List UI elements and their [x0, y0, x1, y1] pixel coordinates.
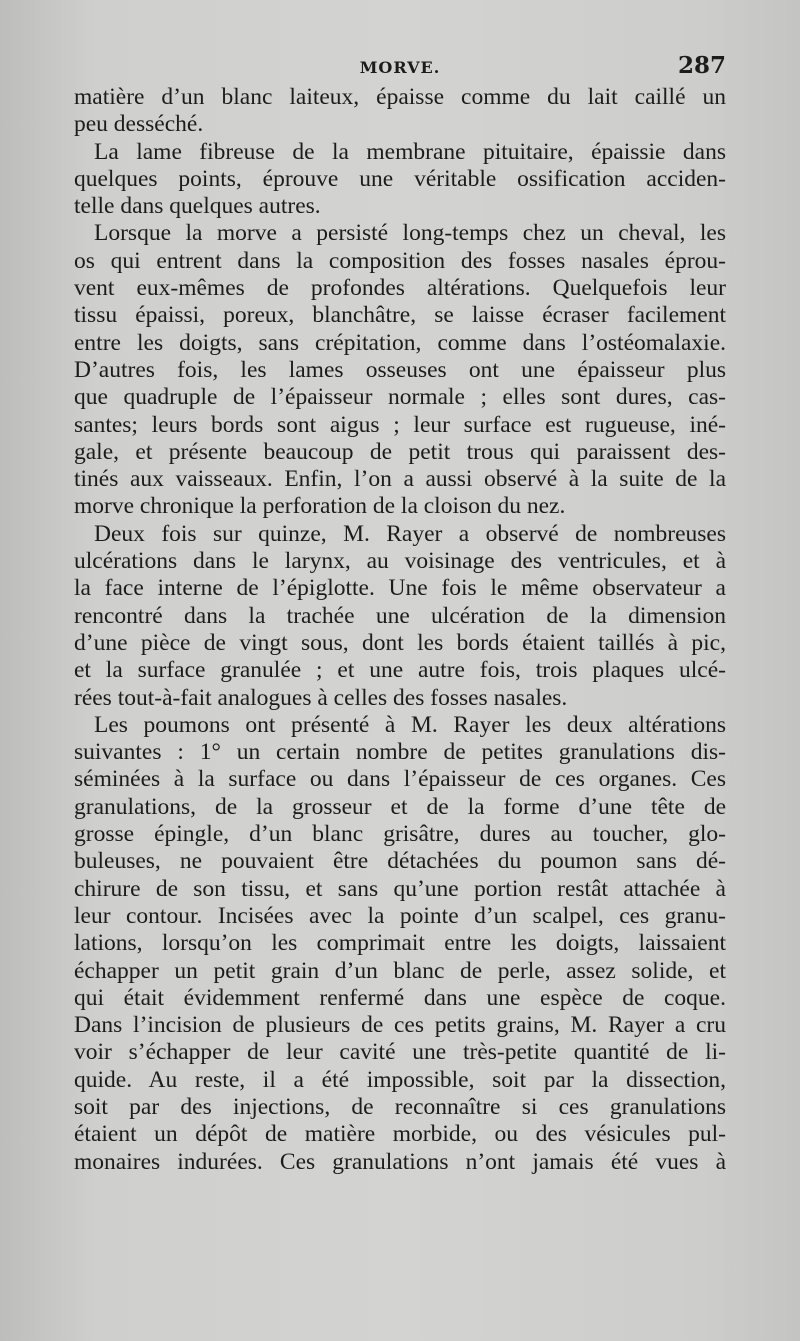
text-line: matière d’un blanc laiteux, épaisse comme du lait caillé un: [74, 84, 726, 110]
text-line: Lorsque la morve a persisté long-temps chez un cheval, les: [94, 220, 726, 247]
text-line: os qui entrent dans la composition des fosses nasales éprou-: [74, 247, 726, 274]
text-line: voir s’échapper de leur cavité une très-petite quantité de li-: [74, 1039, 726, 1066]
text-line: chirure de son tissu, et sans qu’une portion restât attachée à: [74, 875, 726, 902]
text-line: et la surface granulée ; et une autre fois, trois plaques ulcé-: [74, 657, 726, 684]
text-line: monaires indurées. Ces granulations n’ont jamais été vues à: [74, 1148, 726, 1175]
text-line: suivantes : 1° un certain nombre de petites granulations dis-: [74, 739, 726, 766]
text-line: d’une pièce de vingt sous, dont les bords étaient taillés à pic,: [74, 629, 726, 656]
text-line: soit par des injections, de reconnaître si ces granulations: [74, 1093, 726, 1120]
text-line: gale, et présente beaucoup de petit trous qui paraissent des-: [74, 438, 726, 465]
text-line: qui était évidemment renfermé dans une espèce de coque.: [74, 984, 726, 1011]
text-line: quide. Au reste, il a été impossible, soit par la dissection,: [74, 1066, 726, 1093]
text-line: rées tout-à-fait analogues à celles des fosses nasales.: [74, 684, 568, 711]
text-line: tinés aux vaisseaux. Enfin, l’on a aussi observé à la suite de la: [74, 466, 726, 493]
text-line: grosse épingle, d’un blanc grisâtre, dures au toucher, glo-: [74, 821, 726, 848]
text-line: entre les doigts, sans crépitation, comme dans l’ostéomalaxie.: [74, 329, 726, 356]
text-line: tissu épaissi, poreux, blanchâtre, se laisse écraser facilement: [74, 302, 726, 329]
text-line: Les poumons ont présenté à M. Rayer les deux altérations: [94, 711, 726, 738]
text-line: étaient un dépôt de matière morbide, ou des vésicules pul-: [74, 1121, 726, 1148]
text-line: telle dans quelques autres.: [74, 193, 321, 220]
text-line: rencontré dans la trachée une ulcération de la dimension: [74, 602, 726, 629]
text-line: quelques points, éprouve une véritable ossification acciden-: [74, 165, 726, 192]
text-line: La lame fibreuse de la membrane pituitaire, épaissie dans: [94, 138, 726, 165]
body-text: [74, 84, 726, 1176]
text-line: D’autres fois, les lames osseuses ont une épaisseur plus: [74, 356, 726, 383]
text-line: séminées à la surface ou dans l’épaisseur de ces organes. Ces: [74, 766, 726, 793]
running-head: [74, 52, 726, 82]
text-line: Deux fois sur quinze, M. Rayer a observé de nombreuses: [94, 520, 726, 547]
text-line: leur contour. Incisées avec la pointe d’un scalpel, ces granu-: [74, 902, 726, 929]
text-line: morve chronique la perforation de la cloison du nez.: [74, 493, 566, 520]
running-title: MORVE.: [359, 58, 441, 77]
text-line: santes; leurs bords sont aigus ; leur surface est rugueuse, iné-: [74, 411, 726, 438]
text-line: Dans l’incision de plusieurs de ces petits grains, M. Rayer a cru: [74, 1012, 726, 1039]
text-line: ulcérations dans le larynx, au voisinage des ventricules, et à: [74, 548, 726, 575]
text-line: la face interne de l’épiglotte. Une fois le même observateur a: [74, 575, 726, 602]
text-line: granulations, de la grosseur et de la forme d’une tête de: [74, 793, 726, 820]
text-line: échapper un petit grain d’un blanc de perle, assez solide, et: [74, 957, 726, 984]
text-line: buleuses, ne pouvaient être détachées du poumon sans dé-: [74, 848, 726, 875]
text-line: vent eux-mêmes de profondes altérations. Quelquefois leur: [74, 275, 726, 302]
page-number: 287: [677, 52, 726, 79]
text-line: peu desséché.: [74, 111, 204, 138]
text-line: lations, lorsqu’on les comprimait entre les doigts, laissaient: [74, 930, 726, 957]
text-line: que quadruple de l’épaisseur normale ; elles sont dures, cas-: [74, 384, 726, 411]
